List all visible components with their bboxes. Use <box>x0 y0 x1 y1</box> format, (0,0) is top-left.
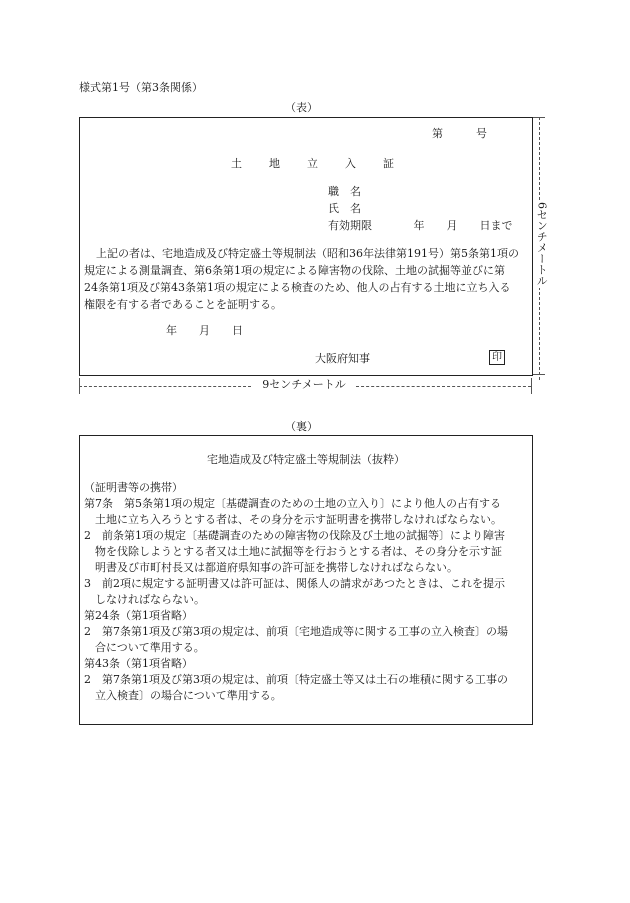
title-char: 地 <box>269 157 280 170</box>
law-line: 第43条（第1項省略） <box>84 657 193 670</box>
certification-text <box>84 245 527 313</box>
body-line: 24条第1項及び第43条第1項の規定による検査のため、他人の占有する土地に立ち入る <box>84 281 511 294</box>
law-line: 合について準用する。 <box>84 641 205 654</box>
height-label: 6センチメートル <box>535 202 549 286</box>
front-label: （表） <box>285 101 318 114</box>
law-line: 2 前条第1項の規定〔基礎調査のための障害物の伐除及び土地の試掘等〕により障害 <box>84 529 505 542</box>
field-validity <box>328 219 513 233</box>
law-line: （証明書等の携帯） <box>84 481 183 494</box>
permit-number: 第 号 <box>432 127 487 140</box>
field-position <box>328 185 361 199</box>
law-title: 宅地造成及び特定盛土等規制法（抜粋） <box>207 453 405 466</box>
width-tick-right <box>531 378 532 394</box>
width-dimension-line-left <box>79 386 251 387</box>
title-char: 証 <box>383 157 394 170</box>
permit-title <box>231 157 394 171</box>
form-label: 様式第1号（第3条関係） <box>79 81 203 94</box>
field-label: 氏 名 <box>328 202 361 215</box>
law-line: 土地に立ち入ろうとする者は、その身分を示す証明書を携帯しなければならない。 <box>84 513 502 526</box>
law-line: 第24条（第1項省略） <box>84 609 193 622</box>
law-line: 3 前2項に規定する証明書又は許可証は、関係人の請求があつたときは、これを提示 <box>84 577 505 590</box>
width-label: 9センチメートル <box>262 378 346 391</box>
title-char: 入 <box>345 157 356 170</box>
title-char: 土 <box>231 157 242 170</box>
law-line: しなければならない。 <box>84 593 205 606</box>
law-line: 2 第7条第1項及び第3項の規定は、前項〔特定盛土等又は土石の堆積に関する工事の <box>84 673 508 686</box>
issue-date: 年 月 日 <box>166 324 243 337</box>
issuer: 大阪府知事 <box>315 352 370 365</box>
seal-text: 印 <box>489 350 505 365</box>
body-line: 権限を有する者であることを証明する。 <box>84 298 282 311</box>
height-tick-top <box>533 117 545 118</box>
law-line: 明書及び市町村長又は都道府県知事の許可証を携帯しなければならない。 <box>84 561 458 574</box>
field-label: 職 名 <box>328 185 361 198</box>
width-tick-left <box>79 378 80 394</box>
law-line: 立入検査〕の場合について準用する。 <box>84 689 282 702</box>
width-dimension-line-right <box>356 386 531 387</box>
law-line: 第7条 第5条第1項の規定〔基礎調査のための土地の立入り〕により他人の占有する <box>84 497 501 510</box>
field-value: 年 月 日まで <box>413 219 513 232</box>
back-label: （裏） <box>285 420 318 433</box>
body-line: 規定による測量調査、第6条第1項の規定による障害物の伐除、土地の試掘等並びに第 <box>84 264 505 277</box>
field-name <box>328 202 361 216</box>
law-line: 2 第7条第1項及び第3項の規定は、前項〔宅地造成等に関する工事の立入検査〕の場 <box>84 625 508 638</box>
body-line: 上記の者は、宅地造成及び特定盛土等規制法（昭和36年法律第191号）第5条第1項の <box>96 247 519 260</box>
seal-stamp <box>489 350 505 365</box>
law-line: 物を伐除しようとする者又は土地に試掘等を行おうとする者は、その身分を示す証 <box>84 545 502 558</box>
field-label: 有効期限 <box>328 219 372 232</box>
height-tick-bottom <box>533 374 545 375</box>
title-char: 立 <box>307 157 318 170</box>
